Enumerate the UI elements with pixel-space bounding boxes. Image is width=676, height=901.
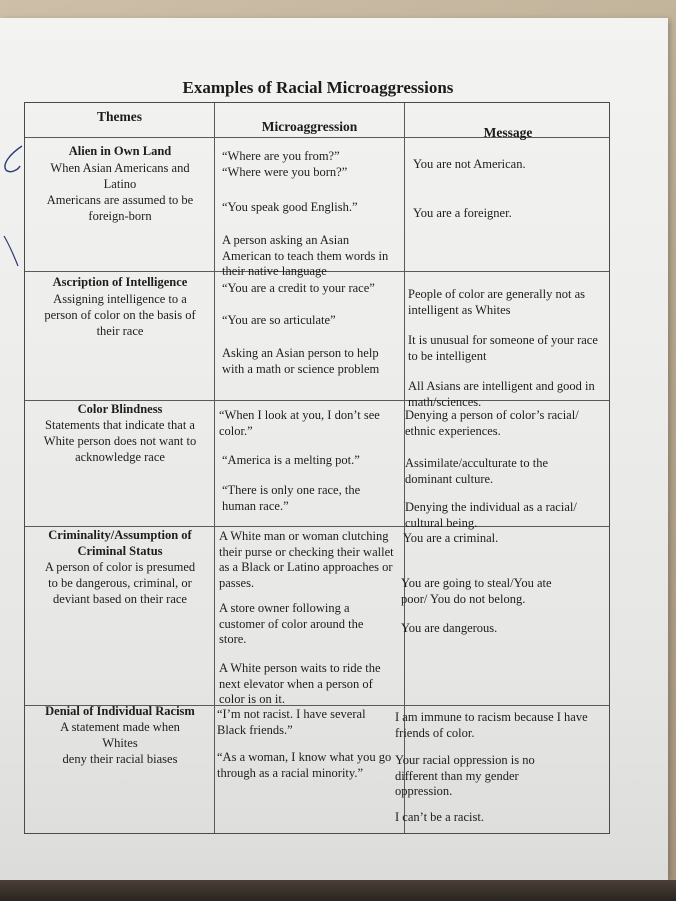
- header-message: Message: [483, 125, 533, 140]
- message-text: You are not American.: [413, 157, 526, 171]
- message-text: You are a criminal.: [403, 531, 499, 545]
- microaggression-text: “You speak good English.”: [222, 200, 358, 214]
- microaggression-text: “You are a credit to your race”: [222, 281, 375, 295]
- theme-desc-line: A statement made when: [60, 720, 180, 734]
- message-text: Assimilate/acculturate to the dominant culture.: [405, 456, 549, 486]
- theme-desc-line: acknowledge race: [75, 450, 165, 464]
- theme-desc-line: to be dangerous, criminal, or: [48, 576, 192, 590]
- message-text: People of color are generally not as intelligent as Whites: [408, 287, 586, 317]
- theme-desc-line: A person of color is presumed: [44, 560, 196, 574]
- microaggression-text: “Where are you from?” “Where were you born?”: [222, 149, 348, 179]
- microaggression-text: “As a woman, I know what you go through as a racial minority.”: [217, 750, 392, 780]
- theme-desc-line: person of color on the basis of: [44, 308, 196, 322]
- background-edge: [0, 880, 676, 901]
- message-text: All Asians are intelligent and good in math/sciences.: [408, 379, 595, 409]
- microaggression-text: A White man or woman clutching their purse or checking their wallet as a Black or Latino approaches or passes.: [219, 529, 394, 590]
- microaggressions-table: [24, 102, 610, 834]
- message-text: Denying the individual as a racial/ cultural being.: [405, 500, 577, 530]
- theme-desc-line: deviant based on their race: [53, 592, 187, 606]
- theme-desc-line: Assigning intelligence to a: [53, 292, 187, 306]
- theme-desc-line: their race: [96, 324, 144, 338]
- theme-title: Denial of Individual Racism: [45, 704, 195, 718]
- theme-desc-line: When Asian Americans and: [50, 161, 190, 175]
- message-text: You are going to steal/You ate poor/ You do not belong.: [401, 576, 552, 606]
- theme-title: Criminality/Assumption of Criminal Status: [48, 528, 192, 558]
- column-divider: [214, 103, 215, 833]
- theme-desc-line: White person does not want to: [43, 434, 197, 448]
- theme-desc-line: Americans are assumed to be: [46, 193, 194, 207]
- theme-title: Color Blindness: [77, 402, 163, 416]
- header-microaggression: Microaggression: [261, 119, 358, 134]
- message-text: You are a foreigner.: [413, 206, 512, 220]
- microaggression-text: “There is only one race, the human race.”: [222, 483, 361, 513]
- microaggression-text: “I’m not racist. I have several Black friends.”: [217, 707, 366, 737]
- theme-desc-line: Latino: [103, 177, 137, 191]
- microaggression-text: A store owner following a customer of color around the store.: [219, 601, 364, 646]
- microaggression-text: “America is a melting pot.”: [222, 453, 360, 467]
- microaggression-text: “When I look at you, I don’t see color.”: [219, 408, 380, 438]
- theme-title: Alien in Own Land: [68, 144, 172, 158]
- microaggression-text: “You are so articulate”: [222, 313, 336, 327]
- message-text: Your racial oppression is no different than my gender oppression.: [395, 753, 535, 798]
- theme-desc-line: Whites: [102, 736, 138, 750]
- message-text: I am immune to racism because I have friends of color.: [395, 710, 588, 740]
- message-text: I can’t be a racist.: [395, 810, 484, 824]
- microaggression-text: Asking an Asian person to help with a math or science problem: [222, 346, 380, 376]
- document-title: Examples of Racial Microaggressions: [182, 78, 454, 97]
- theme-desc-line: foreign-born: [88, 209, 152, 223]
- microaggression-text: A person asking an Asian American to teach them words in their native language: [222, 233, 389, 278]
- header-themes: Themes: [97, 109, 142, 124]
- message-text: It is unusual for someone of your race to be intelligent: [408, 333, 598, 363]
- message-text: Denying a person of color’s racial/ ethnic experiences.: [405, 408, 579, 438]
- theme-desc-line: deny their racial biases: [62, 752, 178, 766]
- microaggression-text: A White person waits to ride the next elevator when a person of color is on it.: [219, 661, 381, 706]
- message-text: You are dangerous.: [401, 621, 498, 635]
- theme-title: Ascription of Intelligence: [52, 275, 188, 289]
- theme-desc-line: Statements that indicate that a: [45, 418, 195, 432]
